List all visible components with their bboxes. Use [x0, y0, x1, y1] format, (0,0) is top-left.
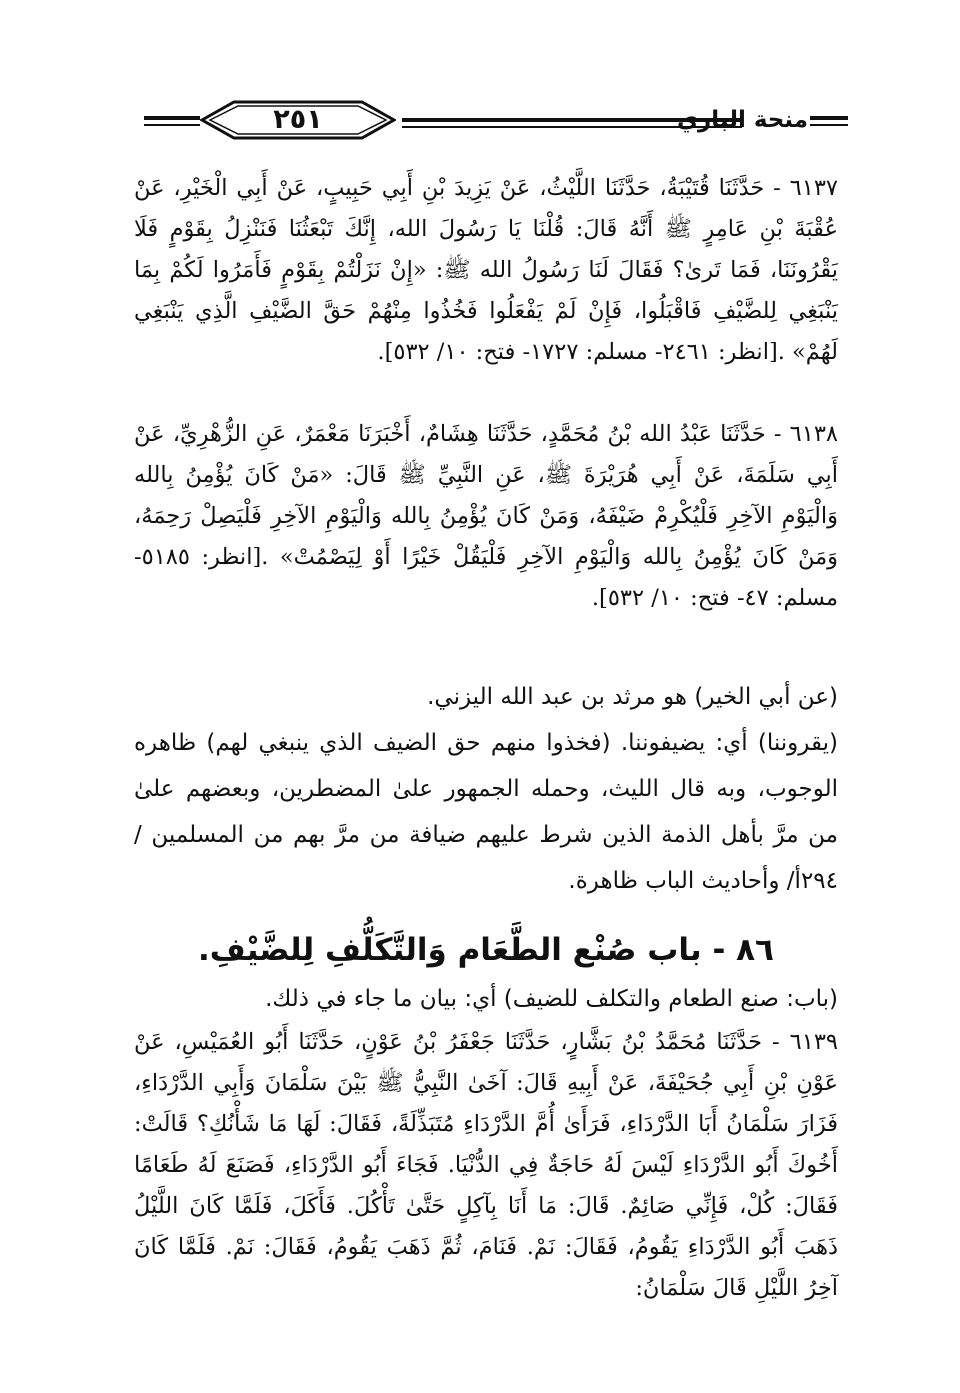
header-rule — [144, 116, 200, 120]
hadith-6137: ٦١٣٧ - حَدَّثَنَا قُتَيْبَةُ، حَدَّثَنَا اللَّيْثُ، عَنْ يَزِيدَ بْنِ أَبِي حَبِيبٍ، عَنْ أَبِي الْخَيْرِ، عَنْ عُقْبَةَ بْنِ عَامِرٍ ﷺ أَنَّهُ قَالَ: قُلْنَا يَا رَسُولَ الله، إِنَّكَ تَبْعَثُنَا فَنَنْزِلُ بِقَوْمٍ فَلَا يَقْرُونَنَا، فَمَا تَرىٰ؟ فَقَالَ لَنَا رَسُولُ الله ﷺ: «إِنْ نَزَلْتُمْ بِقَوْمٍ فَأَمَرُوا لَكُمْ بِمَا يَنْبَغِي لِلضَّيْفِ فَاقْبَلُوا، فَإِنْ لَمْ يَفْعَلُوا فَخُذُوا مِنْهُمْ حَقَّ الضَّيْفِ الَّذِي يَنْبَغِي لَهُمْ» .[انظر: ٢٤٦١- مسلم: ١٧٢٧- فتح: ١٠/ ٥٣٢]. — [134, 175, 838, 365]
commentary-narrator-note: (عن أبي الخير) هو مرثد بن عبد الله اليزني. — [427, 684, 838, 710]
page-header — [140, 96, 850, 144]
page-number: ٢٥١ — [273, 104, 323, 135]
hadith-6139: ٦١٣٩ - حَدَّثَنَا مُحَمَّدُ بْنُ بَشَّارٍ، حَدَّثَنَا جَعْفَرُ بْنُ عَوْنٍ، حَدَّثَنَا أَبُو العُمَيْسِ، عَنْ عَوْنِ بْنِ أَبِي جُحَيْفَةَ، عَنْ أَبِيهِ قَالَ: آخَىٰ النَّبِيُّ ﷺ بَيْنَ سَلْمَانَ وَأَبِي الدَّرْدَاءِ، فَزَارَ سَلْمَانُ أَبَا الدَّرْدَاءِ، فَرَأَىٰ أُمَّ الدَّرْدَاءِ مُتَبَذِّلَةً، فَقَالَ: لَهَا مَا شَأْنُكِ؟ قَالَتْ: أَخُوكَ أَبُو الدَّرْدَاءِ لَيْسَ لَهُ حَاجَةٌ فِي الدُّنْيَا. فَجَاءَ أَبُو الدَّرْدَاءِ، فَصَنَعَ لَهُ طَعَامًا فَقَالَ: كُلْ، فَإِنِّي صَائِمٌ. قَالَ: مَا أَنَا بِآكِلٍ حَتَّىٰ تَأْكُلَ. فَأَكَلَ، فَلَمَّا كَانَ اللَّيْلُ ذَهَبَ أَبُو الدَّرْدَاءِ يَقُومُ، فَقَالَ: نَمْ. فَنَامَ، ثُمَّ ذَهَبَ يَقُومُ، فَقَالَ: نَمْ. فَلَمَّا كَانَ آخِرُ اللَّيْلِ قَالَ سَلْمَانُ: — [134, 1029, 838, 1301]
commentary-explanation: (يقروننا) أي: يضيفوننا. (فخذوا منهم حق الضيف الذي ينبغي لهم) ظاهره الوجوب، وبه قال الليث، وحمله الجمهور علىٰ المضطرين، وبعضهم علىٰ من مرَّ بأهل الذمة الذين شرط عليهم ضيافة من مرَّ بهم من المسلمين / ٢٩٤أ/ وأحاديث الباب ظاهرة. — [134, 730, 838, 894]
header-rule — [144, 124, 200, 126]
running-title: منحة الباري — [676, 107, 808, 133]
chapter-heading: ٨٦ - باب صُنْع الطَّعَام وَالتَّكَلُّفِ لِلضَّيْفِ. — [198, 932, 774, 968]
page-body — [134, 168, 838, 1309]
chapter-commentary: (باب: صنع الطعام والتكلف للضيف) أي: بيان ما جاء في ذلك. — [265, 986, 838, 1012]
header-rule — [810, 124, 848, 126]
page-number-badge — [200, 98, 396, 142]
hadith-6138: ٦١٣٨ - حَدَّثَنَا عَبْدُ الله بْنُ مُحَمَّدٍ، حَدَّثَنَا هِشَامٌ، أَخْبَرَنَا مَعْمَرٌ، عَنِ الزُّهْرِيِّ، عَنْ أَبِي سَلَمَةَ، عَنْ أَبِي هُرَيْرَةَ ﷺ، عَنِ النَّبِيِّ ﷺ قَالَ: «مَنْ كَانَ يُؤْمِنُ بِالله وَالْيَوْمِ الآخِرِ فَلْيُكْرِمْ ضَيْفَهُ، وَمَنْ كَانَ يُؤْمِنُ بِالله وَالْيَوْمِ الآخِرِ فَلْيَصِلْ رَحِمَهُ، وَمَنْ كَانَ يُؤْمِنُ بِالله وَالْيَوْمِ الآخِرِ فَلْيَقُلْ خَيْرًا أَوْ لِيَصْمُتْ» .[انظر: ٥١٨٥- مسلم: ٤٧- فتح: ١٠/ ٥٣٢]. — [134, 421, 838, 611]
header-rule — [810, 116, 848, 120]
